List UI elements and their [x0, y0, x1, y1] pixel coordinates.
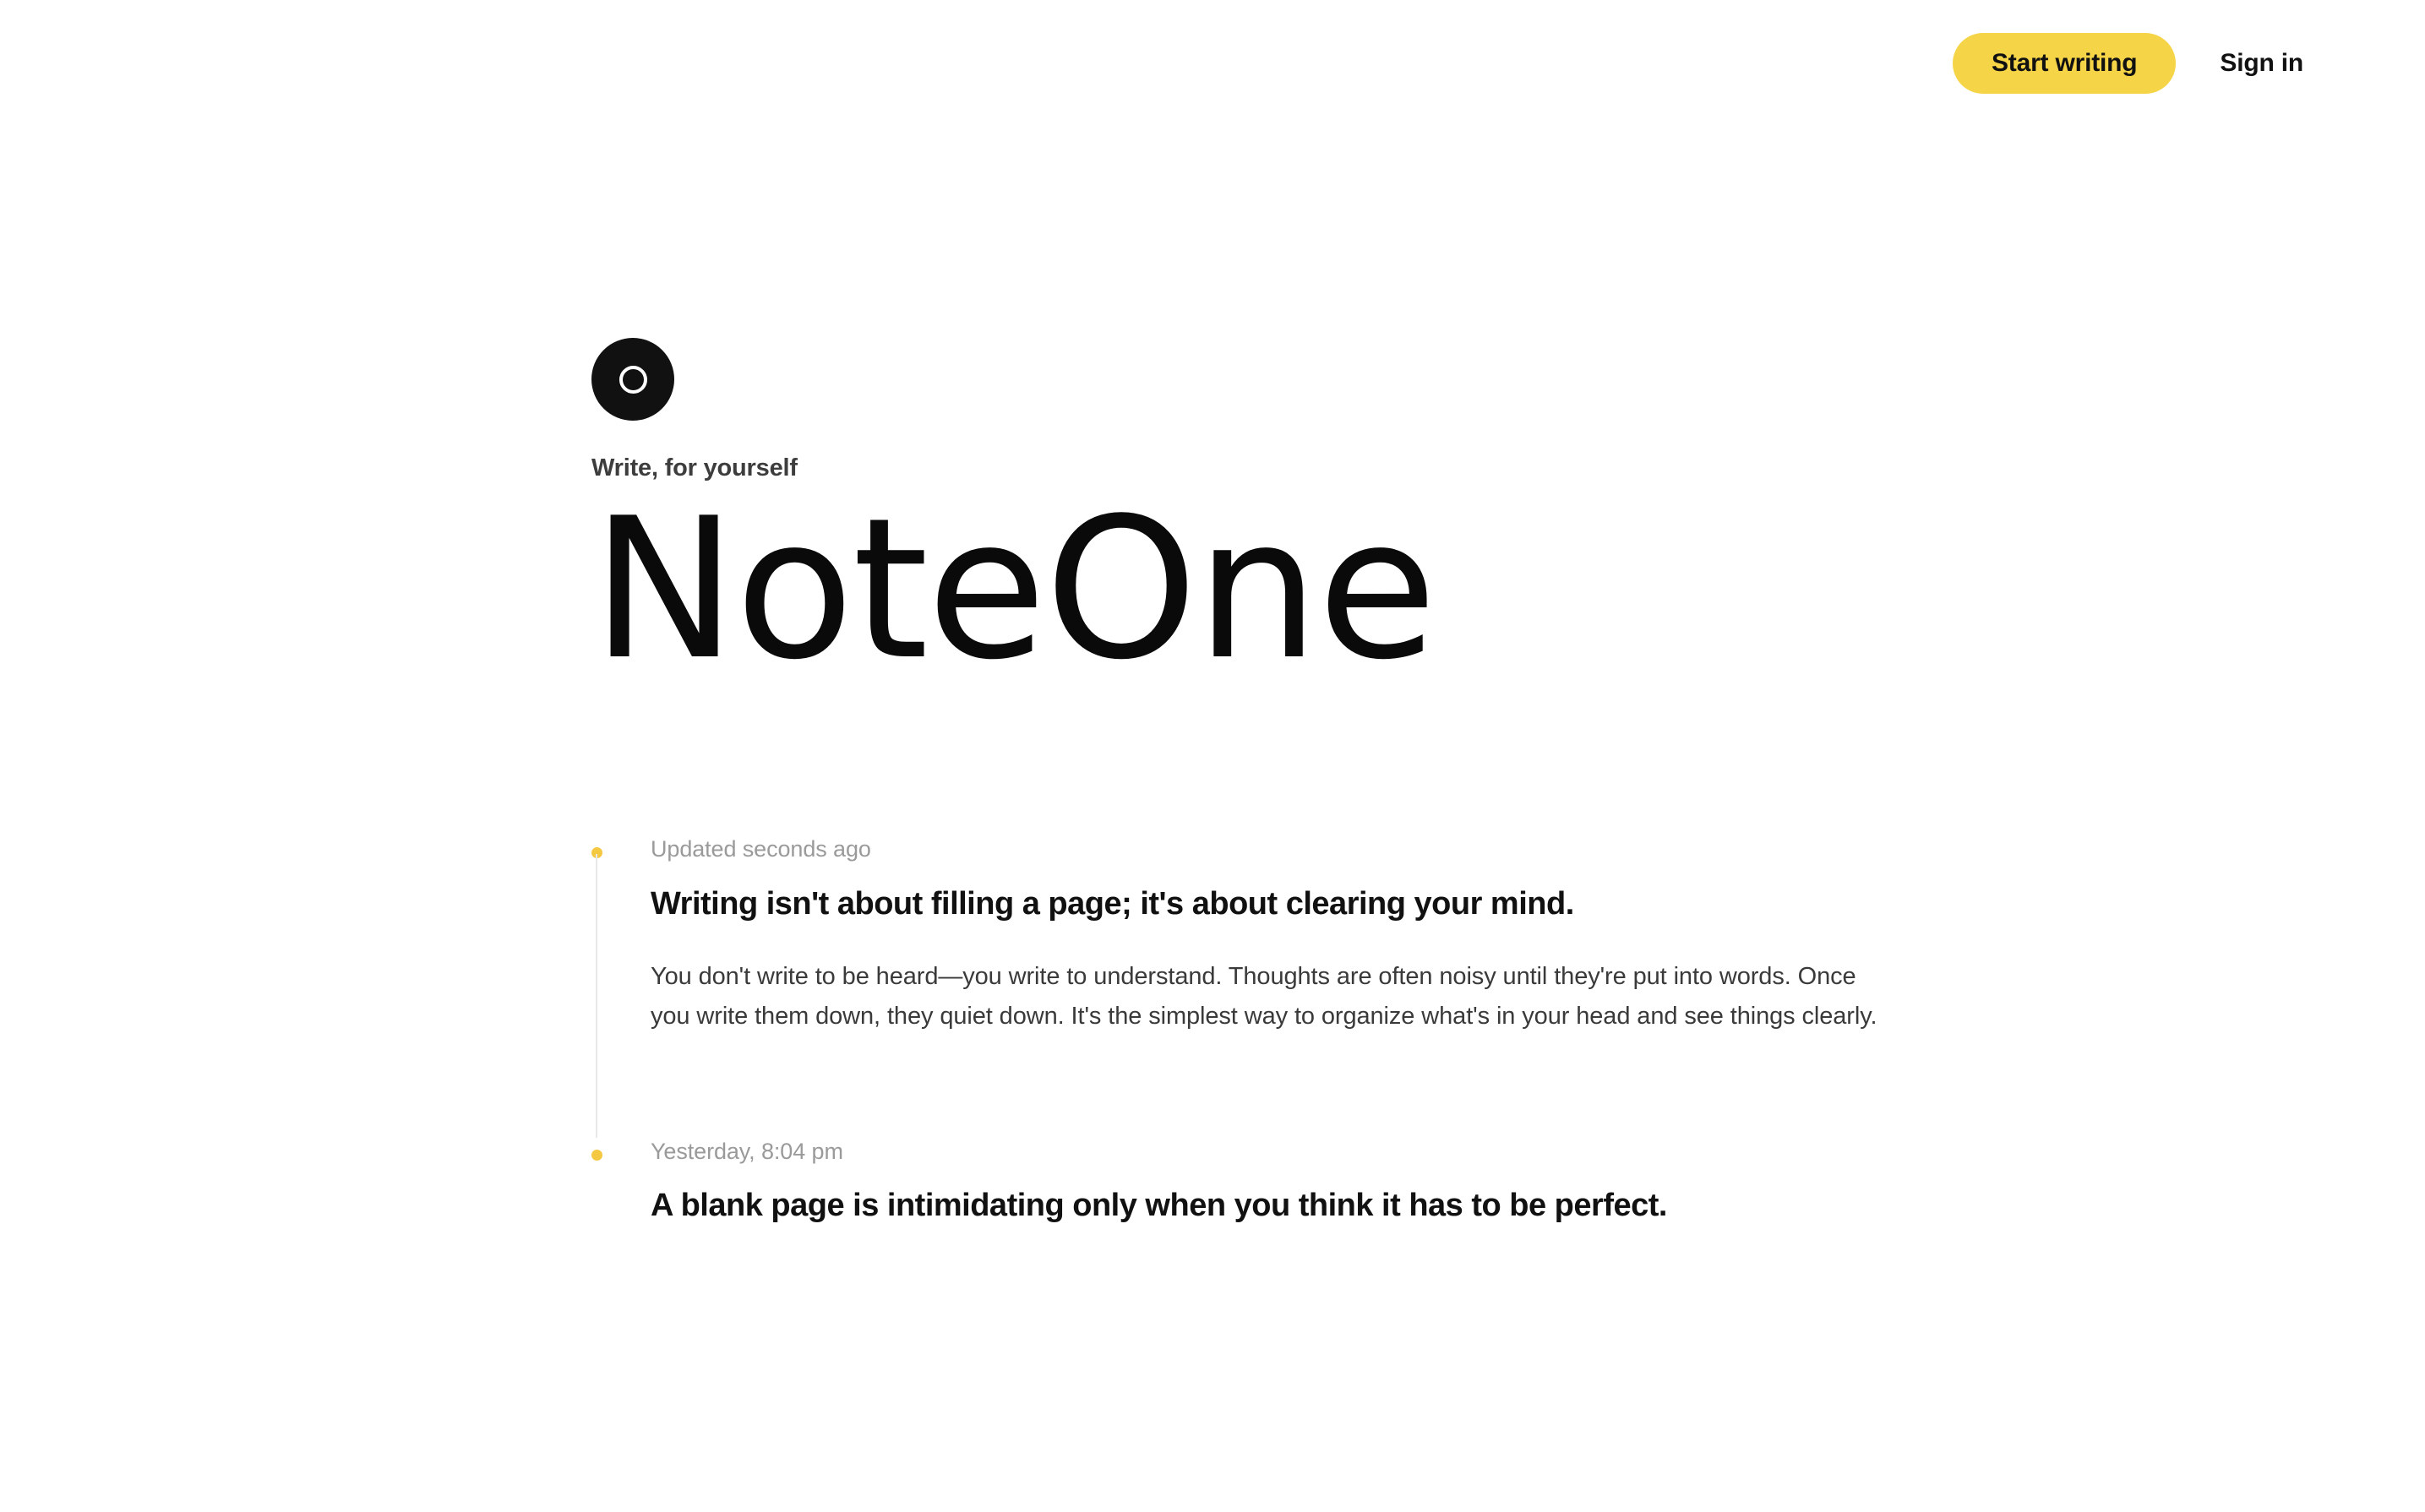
note-timestamp: Updated seconds ago — [651, 836, 871, 862]
circle-ring-icon — [591, 338, 674, 421]
note-body: You don't write to be heard—you write to understand. Thoughts are often noisy until they're put into words. Once you write them down, they quiet down. It's the simplest way to organize what's in your head and see things clearly. — [651, 962, 1877, 1030]
logo-inner-ring — [619, 366, 647, 394]
note-title: Writing isn't about filling a page; it's about clearing your mind. — [651, 885, 1574, 922]
main-content — [591, 338, 1893, 1259]
note-timestamp: Yesterday, 8:04 pm — [651, 1138, 843, 1164]
note-title: A blank page is intimidating only when you think it has to be perfect. — [651, 1188, 1667, 1224]
start-writing-button[interactable]: Start writing — [1953, 33, 2176, 94]
sign-in-button[interactable]: Sign in — [2208, 42, 2315, 84]
timeline-rail — [596, 854, 597, 1138]
notes-timeline — [591, 835, 1893, 1227]
timeline-dot-icon — [591, 1150, 602, 1161]
page-title: NoteOne — [591, 476, 1436, 703]
note-entry[interactable] — [591, 835, 1893, 1138]
tagline: Write, for yourself — [591, 454, 798, 481]
site-header — [0, 0, 2425, 127]
note-entry[interactable] — [591, 1138, 1893, 1227]
